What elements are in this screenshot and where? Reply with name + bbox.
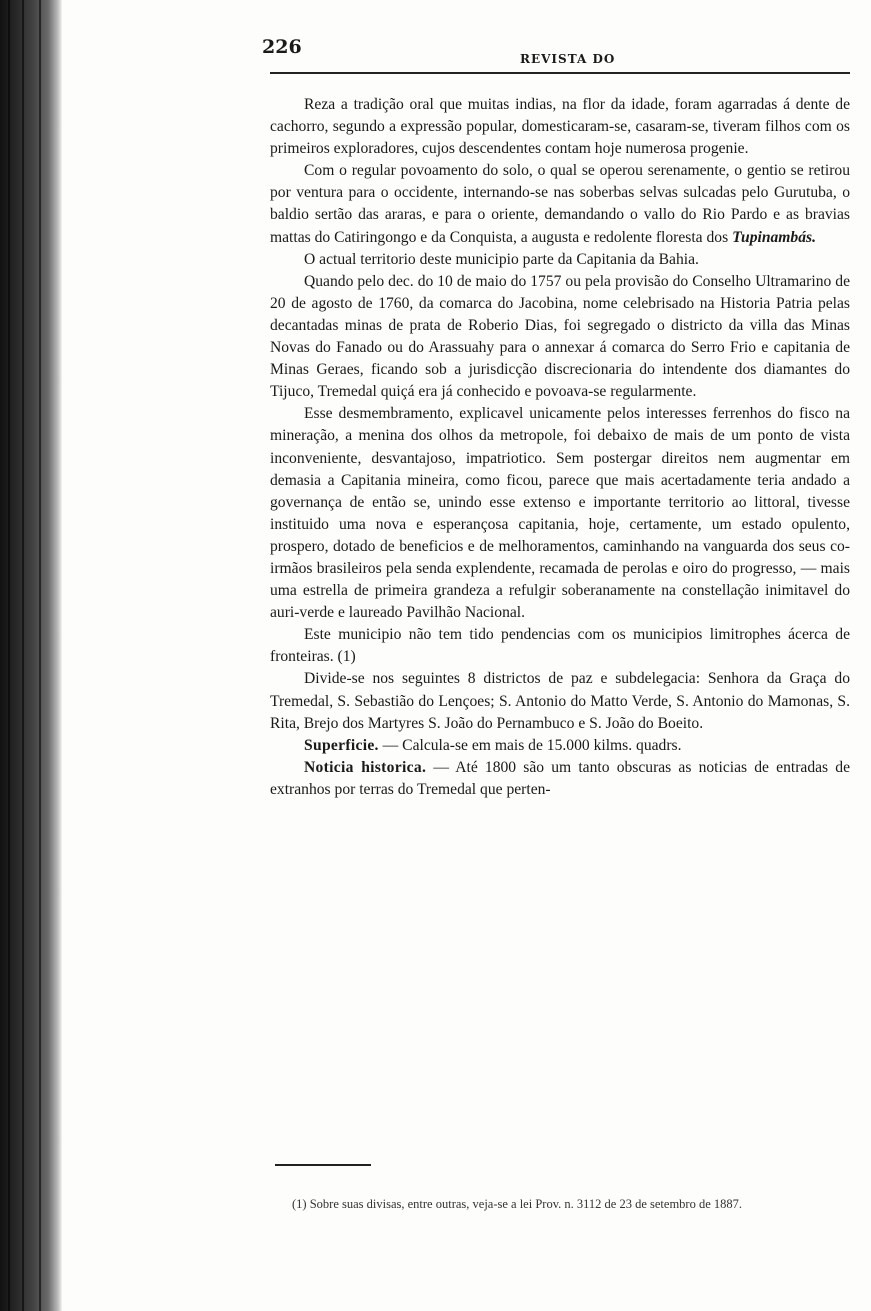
paragraph-text: Com o regular povoamento do solo, o qual se operou serenamente, o gentio se retirou por ventura para o occidente, internando-se nas soberbas selvas sulcadas pelo Gurutuba, o baldio sertão das araras, e para o oriente, demandando o vallo do Rio Pardo e as bravias mattas do Catiringongo e da Conquista, a augusta e redolente floresta dos [270,162,850,246]
running-head: REVISTA DO [520,52,616,66]
paragraph [270,757,850,801]
binding-shadow-line [22,0,24,1311]
paragraph: O actual territorio deste municipio parte da Capitania da Bahia. [304,250,699,268]
paragraph: Divide-se nos seguintes 8 districtos de paz e subdelegacia: Senhora da Graça do Tremedal, S. Sebastião do Lençoes; S. Antonio do Matto Verde, S. Antonio do Mamonas, S. Rita, Brejo dos Martyres S. João do Pernambuco e S. João do Boeito. [270,670,850,732]
paragraph-text: — Calcula-se em mais de 15.000 kilms. quadrs. [382,736,682,754]
paragraph [270,735,850,757]
paragraph: Este municipio não tem tido pendencias com os municipios limitrophes ácerca de fronteiras. (1) [270,626,850,666]
section-lead: Superficie. [304,736,379,754]
main-text [270,94,850,801]
header-rule [270,72,850,74]
emphasized-term: Tupinambás. [732,228,816,246]
binding-shadow-line [39,0,41,1311]
paragraph-text: — Até 1800 são um tanto obscuras as noticias de entradas de extranhos por terras do Tremedal que perten- [270,758,850,798]
paragraph: Esse desmembramento, explicavel unicamente pelos interesses ferrenhos do fisco na mineração, a menina dos olhos da metropole, foi debaixo de mais de um ponto de vista inconveniente, desvantajoso, impatriotico. Sem postergar direitos nem augmentar em demasia a Capitania mineira, como ficou, parece que mais acertadamente teria andado a governança de então se, unindo esse extenso e importante territorio ao littoral, tivesse instituido uma nova e esperançosa capitania, hoje, certamente, um estado opulento, prospero, dotado de beneficios e de melhoramentos, caminhando na vanguarda dos seus co-irmãos brasileiros pela senda explendente, recamada de perolas e oiro do progresso, — mais uma estrella de primeira grandeza a refulgir soberanamente na constellação inimitavel do auri-verde e laureado Pavilhão Nacional. [270,405,850,622]
binding-shadow-line [8,0,10,1311]
section-lead: Noticia historica. [304,758,427,776]
page-number: 226 [262,36,302,58]
paragraph [270,160,850,248]
footnote [270,1196,850,1213]
footnote-text: (1) Sobre suas divisas, entre outras, veja-se a lei Prov. n. 3112 de 23 de setembro de 1887. [292,1197,743,1211]
paragraph: Quando pelo dec. do 10 de maio do 1757 ou pela provisão do Conselho Ultramarino de 20 de agosto de 1760, da comarca do Jacobina, nome celebrisado na Historia Patria pelas decantadas minas de prata de Roberio Dias, foi segregado o districto da villa das Minas Novas do Fanado ou do Arassuahy para o annexar á comarca do Serro Frio e capitania de Minas Geraes, ficando sob a jurisdicção discrecionaria do intendente dos diamantes do Tijuco, Tremedal quiçá era já conhecido e povoava-se regularmente. [270,272,850,401]
footnote-rule [275,1164,371,1166]
paragraph: Reza a tradição oral que muitas indias, na flor da idade, foram agarradas á dente de cachorro, segundo a expressão popular, domesticaram-se, casaram-se, tiveram filhos com os primeiros exploradores, cujos descendentes contam hoje numerosa progenie. [270,96,850,158]
